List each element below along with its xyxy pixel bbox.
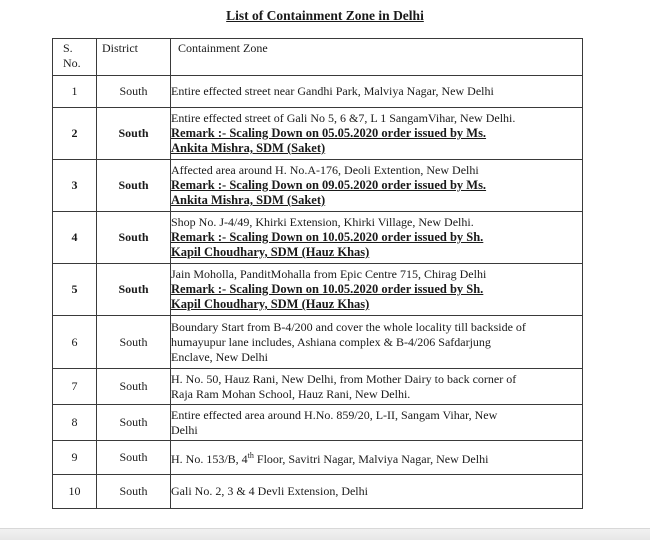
- row-containment-zone: [171, 76, 583, 108]
- table-body: [53, 76, 583, 509]
- table-row: [53, 316, 583, 369]
- row-district: South: [97, 108, 171, 160]
- row-district: South: [97, 316, 171, 369]
- remark-text-line: Remark :- Scaling Down on 05.05.2020 order issued by Ms.: [171, 126, 487, 140]
- remark-text-line: Kapil Choudhary, SDM (Hauz Khas): [171, 297, 370, 311]
- row-district: South: [97, 369, 171, 405]
- zone-text-line: Entire effected street near Gandhi Park, Malviya Nagar, New Delhi: [171, 84, 494, 98]
- zone-text-line: Jain Moholla, PanditMohalla from Epic Centre 715, Chirag Delhi: [171, 267, 487, 281]
- row-sno: 4: [53, 212, 97, 264]
- remark-text-line: Remark :- Scaling Down on 09.05.2020 order issued by Ms.: [171, 178, 487, 192]
- row-sno: 8: [53, 405, 97, 441]
- row-district: South: [97, 212, 171, 264]
- header-sno: S. No.: [53, 39, 97, 76]
- row-district: South: [97, 264, 171, 316]
- row-sno: 3: [53, 160, 97, 212]
- row-containment-zone: [171, 264, 583, 316]
- table-row: [53, 212, 583, 264]
- zone-text-line: H. No. 50, Hauz Rani, New Delhi, from Mother Dairy to back corner of: [171, 371, 517, 386]
- zone-text-line: Entire effected street of Gali No 5, 6 &7, L 1 SangamVihar, New Delhi.: [171, 111, 516, 125]
- zone-text-line: Raja Ram Mohan School, Hauz Rani, New Delhi.: [171, 386, 411, 401]
- header-containment-zone: Containment Zone: [171, 39, 583, 76]
- row-containment-zone: [171, 405, 583, 441]
- row-sno: 1: [53, 76, 97, 108]
- zone-text-line: Affected area around H. No.A-176, Deoli Extention, New Delhi: [171, 163, 479, 177]
- table-row: [53, 405, 583, 441]
- row-sno: 5: [53, 264, 97, 316]
- row-sno: 9: [53, 441, 97, 475]
- document-title: List of Containment Zone in Delhi: [226, 8, 424, 23]
- table-header-row: [53, 39, 583, 76]
- table-row: [53, 441, 583, 475]
- row-district: South: [97, 475, 171, 509]
- row-district: South: [97, 441, 171, 475]
- row-containment-zone: [171, 475, 583, 509]
- remark-text-line: Ankita Mishra, SDM (Saket): [171, 141, 326, 155]
- row-district: South: [97, 160, 171, 212]
- zone-text-line: Boundary Start from B-4/200 and cover the whole locality till backside of: [171, 319, 526, 334]
- table-row: [53, 369, 583, 405]
- zone-text-line: Delhi: [171, 422, 198, 437]
- row-district: South: [97, 405, 171, 441]
- row-sno: 2: [53, 108, 97, 160]
- row-containment-zone: [171, 212, 583, 264]
- zone-text-line: Gali No. 2, 3 & 4 Devli Extension, Delhi: [171, 484, 368, 498]
- row-containment-zone: [171, 108, 583, 160]
- remark-text-line: Ankita Mishra, SDM (Saket): [171, 193, 326, 207]
- row-containment-zone: [171, 316, 583, 369]
- containment-zone-table: [52, 38, 583, 509]
- row-sno: 6: [53, 316, 97, 369]
- table-row: [53, 160, 583, 212]
- zone-text-line: H. No. 153/B, 4th Floor, Savitri Nagar, Malviya Nagar, New Delhi: [171, 451, 489, 466]
- page-bottom-edge: [0, 528, 650, 540]
- zone-text-line: Shop No. J-4/49, Khirki Extension, Khirki Village, New Delhi.: [171, 215, 474, 229]
- row-sno: 7: [53, 369, 97, 405]
- table-row: [53, 76, 583, 108]
- row-sno: 10: [53, 475, 97, 509]
- remark-text-line: Remark :- Scaling Down on 10.05.2020 order issued by Sh.: [171, 230, 484, 244]
- zone-text-line: humayupur lane includes, Ashiana complex & B-4/206 Safdarjung: [171, 334, 491, 349]
- zone-text-line: Enclave, New Delhi: [171, 349, 268, 364]
- remark-text-line: Remark :- Scaling Down on 10.05.2020 order issued by Sh.: [171, 282, 484, 296]
- zone-text-line: Entire effected area around H.No. 859/20, L-II, Sangam Vihar, New: [171, 407, 498, 422]
- row-containment-zone: [171, 160, 583, 212]
- table-row: [53, 264, 583, 316]
- table-row: [53, 475, 583, 509]
- remark-text-line: Kapil Choudhary, SDM (Hauz Khas): [171, 245, 370, 259]
- row-district: South: [97, 76, 171, 108]
- row-containment-zone: [171, 441, 583, 475]
- header-district: District: [97, 39, 171, 76]
- row-containment-zone: [171, 369, 583, 405]
- table-row: [53, 108, 583, 160]
